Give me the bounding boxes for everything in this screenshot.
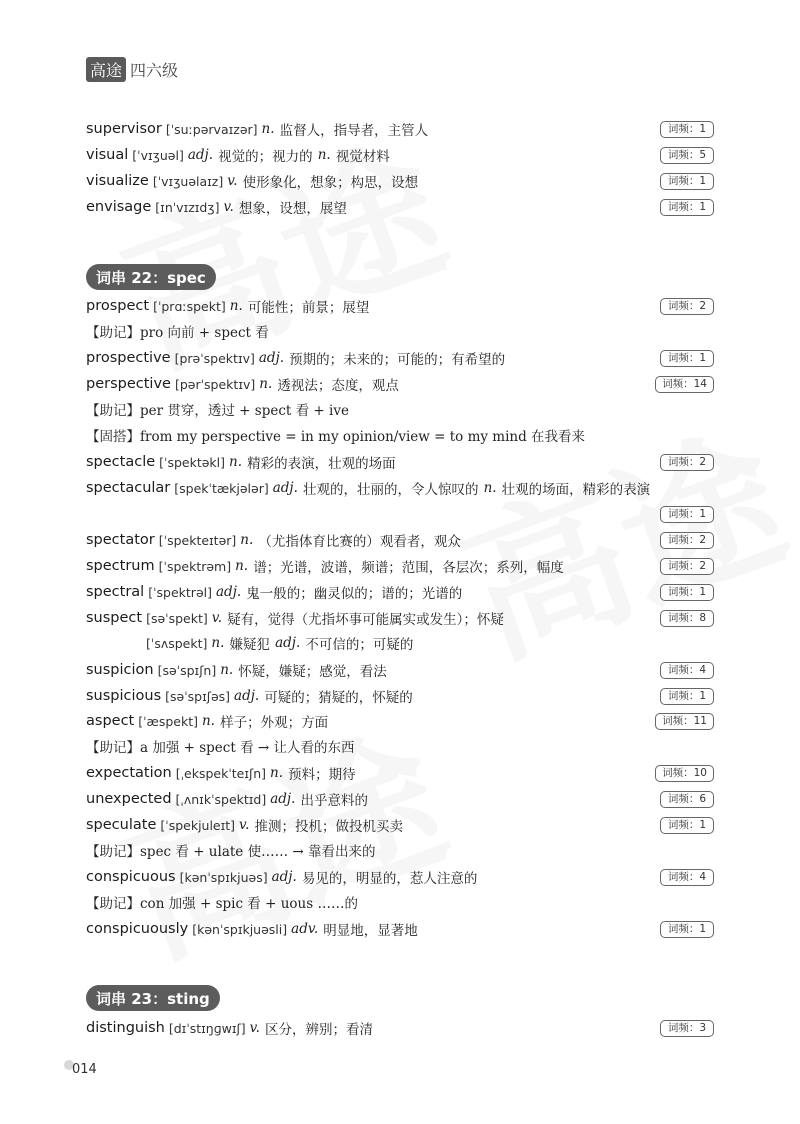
entry-ipa: [ˈsuːpərvaɪzər] xyxy=(165,121,258,137)
frequency-badge: 词频：4 xyxy=(660,869,714,886)
entry-pos: adj. xyxy=(187,147,213,163)
entry-pos: v. xyxy=(227,173,238,189)
entry-pos-2: adj. xyxy=(275,635,301,651)
frequency-badge: 词频：2 xyxy=(660,454,714,471)
entry-word: conspicuous xyxy=(86,869,176,885)
entry-definition: 易见的，明显的，惹人注意的 xyxy=(301,871,478,887)
entry-ipa: [ˈvɪʒuəlaɪz] xyxy=(152,173,224,189)
vocab-entry xyxy=(86,476,714,500)
entry-definition: 监督人，指导者，主管人 xyxy=(279,123,429,139)
entry-pos: adj. xyxy=(258,350,285,366)
entry-ipa: [ˈspekjuleɪt] xyxy=(160,817,236,833)
frequency-badge: 词频：1 xyxy=(660,121,714,138)
frequency-badge: 词频：2 xyxy=(660,298,714,315)
entry-definition-2: 不可信的；可疑的 xyxy=(305,637,414,653)
vocab-entry xyxy=(86,195,714,219)
entry-definition: 怀疑，嫌疑；感觉，看法 xyxy=(238,664,387,680)
entry-definition: 精彩的表演，壮观的场面 xyxy=(247,456,396,472)
entry-ipa: [ˈspekteɪtər] xyxy=(158,532,237,548)
entry-definition: 疑有，觉得（尤指坏事可能属实或发生）；怀疑 xyxy=(227,612,504,628)
mnemonic-note: 【助记】a 加强 + spect 看 → 让人看的东西 xyxy=(86,740,355,756)
entry-definition: 透视法；态度，观点 xyxy=(277,378,399,394)
entry-word: distinguish xyxy=(86,1020,165,1036)
entry-definition: 可能性；前景；展望 xyxy=(247,300,370,316)
entry-ipa: [ˈsʌspekt] xyxy=(146,635,208,651)
entry-pos: n. xyxy=(220,662,234,678)
vocab-entry xyxy=(86,346,714,370)
entry-word: suspect xyxy=(86,610,143,626)
entry-pos: v. xyxy=(239,817,250,833)
entry-definition: 明显地，显著地 xyxy=(323,923,418,939)
entry-ipa: [səˈspɪʃəs] xyxy=(165,688,231,704)
entry-word: spectator xyxy=(86,532,155,548)
frequency-badge: 词频：1 xyxy=(660,584,714,601)
brand-logo: 高途 xyxy=(86,57,126,82)
vocab-entry xyxy=(86,294,714,318)
frequency-badge: 词频：1 xyxy=(660,921,714,938)
entry-word: prospective xyxy=(86,350,171,366)
frequency-badge: 词频：5 xyxy=(660,147,714,164)
vocab-entry xyxy=(86,684,714,708)
frequency-badge: 词频：6 xyxy=(660,791,714,808)
entry-word: suspicion xyxy=(86,662,154,678)
entry-definition: 嫌疑犯 xyxy=(229,637,270,653)
entry-pos: n. xyxy=(235,558,249,574)
entry-word: expectation xyxy=(86,765,172,781)
entry-pos: n. xyxy=(229,454,243,470)
entry-definition: 可疑的；猜疑的，怀疑的 xyxy=(264,690,413,706)
entry-pos: n. xyxy=(259,376,273,392)
entry-ipa: [kənˈspɪkjuəsli] xyxy=(192,921,288,937)
entry-pos: v. xyxy=(211,610,223,626)
vocab-entry xyxy=(86,117,714,141)
entry-definition: 鬼一般的；幽灵似的；谱的；光谱的 xyxy=(246,586,463,602)
frequency-badge: 词频：2 xyxy=(660,558,714,575)
entry-pos-2: n. xyxy=(317,147,331,163)
vocab-entry xyxy=(86,865,714,889)
entry-ipa: [kənˈspɪkjuəs] xyxy=(179,869,268,885)
section-title-22: 词串 22：spec xyxy=(86,264,216,290)
entry-pos: n. xyxy=(201,713,215,729)
brand-header xyxy=(86,57,178,82)
entry-ipa: [ˈvɪʒuəl] xyxy=(132,147,184,163)
mnemonic-note: 【助记】con 加强 + spic 看 + uous ……的 xyxy=(86,896,358,912)
entry-pos: adj. xyxy=(216,584,242,600)
entry-definition: 壮观的，壮丽的，令人惊叹的 xyxy=(302,482,479,498)
entry-definition: 想象，设想，展望 xyxy=(238,201,347,217)
entry-definition: 区分，辨别；看清 xyxy=(265,1022,374,1038)
entry-pos-2: n. xyxy=(483,480,497,496)
brand-subtitle: 四六级 xyxy=(130,61,179,80)
entry-definition: 视觉的；视力的 xyxy=(218,149,313,165)
entry-definition-2: 视觉材料 xyxy=(335,149,390,165)
entry-ipa: [spekˈtækjələr] xyxy=(174,480,269,496)
frequency-badge: 词频：3 xyxy=(660,1020,714,1037)
frequency-badge: 词频：1 xyxy=(660,350,714,367)
frequency-badge: 词频：1 xyxy=(660,506,714,523)
entry-definition: 预期的；未来的；可能的；有希望的 xyxy=(289,352,506,368)
entry-word: spectral xyxy=(86,584,145,600)
entry-pos: adv. xyxy=(291,921,319,937)
entry-ipa: [səˈspɪʃn] xyxy=(157,662,217,678)
entry-word: envisage xyxy=(86,199,152,215)
entry-ipa: [pərˈspektɪv] xyxy=(174,376,256,392)
entry-definition: 使形象化，想象；构思，设想 xyxy=(242,175,419,191)
vocab-entry xyxy=(86,813,714,837)
entry-ipa: [ˈæspekt] xyxy=(138,713,198,729)
entry-pos: n. xyxy=(270,765,283,781)
entry-word: aspect xyxy=(86,713,135,729)
entry-pos: n. xyxy=(240,532,254,548)
entry-pos: adj. xyxy=(272,480,298,496)
entry-ipa: [ˌekspekˈteɪʃn] xyxy=(175,765,266,781)
vocab-entry xyxy=(86,787,714,811)
entry-ipa: [ˈprɑːspekt] xyxy=(153,298,226,314)
entry-word: spectrum xyxy=(86,558,155,574)
vocab-entry xyxy=(86,580,714,604)
entry-ipa: [prəˈspektɪv] xyxy=(174,350,255,366)
entry-definition: 推测；投机；做投机买卖 xyxy=(254,819,403,835)
entry-definition-2: 壮观的场面，精彩的表演 xyxy=(501,482,651,498)
entry-word: unexpected xyxy=(86,791,172,807)
frequency-badge: 词频：1 xyxy=(660,817,714,834)
entry-word: spectacular xyxy=(86,480,171,496)
entry-pos: n. xyxy=(229,298,243,314)
entry-word: visual xyxy=(86,147,129,163)
entry-word: spectacle xyxy=(86,454,156,470)
collocation-note: 【固搭】from my perspective = in my opinion/view = to my mind 在我看来 xyxy=(86,429,586,445)
frequency-badge: 词频：1 xyxy=(660,199,714,216)
entry-pos: adj. xyxy=(271,869,297,885)
frequency-badge: 词频：4 xyxy=(660,662,714,679)
entry-word: supervisor xyxy=(86,121,162,137)
frequency-badge: 词频：1 xyxy=(660,688,714,705)
entry-pos: n. xyxy=(211,635,225,651)
vocab-entry xyxy=(86,917,714,941)
frequency-badge: 词频：8 xyxy=(660,610,714,627)
vocab-entry xyxy=(86,143,714,167)
entry-ipa: [səˈspekt] xyxy=(146,610,208,626)
frequency-badge: 词频：10 xyxy=(655,765,714,782)
page-number: 014 xyxy=(72,1062,97,1077)
entry-pos: n. xyxy=(261,121,275,137)
frequency-badge: 词频：1 xyxy=(660,173,714,190)
entry-ipa: [ˌʌnɪkˈspektɪd] xyxy=(175,791,267,807)
entry-ipa: [ˈspektrəm] xyxy=(158,558,232,574)
entry-ipa: [dɪˈstɪŋɡwɪʃ] xyxy=(168,1020,246,1036)
mnemonic-note: 【助记】per 贯穿，透过 + spect 看 + ive xyxy=(86,403,349,419)
vocab-entry xyxy=(86,450,714,474)
entry-word: perspective xyxy=(86,376,171,392)
entry-pos: v. xyxy=(249,1020,260,1036)
vocab-entry xyxy=(86,1016,714,1040)
vocab-entry xyxy=(86,372,714,396)
vocab-entry xyxy=(86,761,714,785)
vocab-entry xyxy=(86,169,714,193)
entry-pos: adj. xyxy=(270,791,296,807)
vocab-subentry xyxy=(146,631,714,655)
frequency-badge: 词频：14 xyxy=(655,376,714,393)
vocab-entry-badge-row xyxy=(86,502,714,526)
entry-definition: （尤指体育比赛的）观看者，观众 xyxy=(258,534,461,550)
vocab-entry xyxy=(86,709,714,733)
vocab-entry xyxy=(86,658,714,682)
entry-ipa: [ɪnˈvɪzɪdʒ] xyxy=(155,199,220,215)
entry-pos: adj. xyxy=(234,688,260,704)
entry-definition: 谱；光谱，波谱，频谱；范围，各层次；系列，幅度 xyxy=(253,560,564,576)
entry-word: suspicious xyxy=(86,688,162,704)
entry-ipa: [ˈspektəkl] xyxy=(159,454,226,470)
mnemonic-note: 【助记】spec 看 + ulate 使…… → 靠看出来的 xyxy=(86,844,376,860)
entry-ipa: [ˈspektrəl] xyxy=(148,584,212,600)
vocab-entry xyxy=(86,554,714,578)
mnemonic-note: 【助记】pro 向前 + spect 看 xyxy=(86,325,269,341)
entry-word: conspicuously xyxy=(86,921,189,937)
frequency-badge: 词频：11 xyxy=(655,713,714,730)
entry-definition: 出乎意料的 xyxy=(300,793,368,809)
entry-word: speculate xyxy=(86,817,157,833)
frequency-badge: 词频：2 xyxy=(660,532,714,549)
section-title-23: 词串 23：sting xyxy=(86,985,220,1011)
vocab-entry xyxy=(86,528,714,552)
entry-definition: 预料；期待 xyxy=(288,767,356,783)
entry-word: visualize xyxy=(86,173,149,189)
entry-word: prospect xyxy=(86,298,150,314)
entry-pos: v. xyxy=(223,199,234,215)
entry-definition: 样子；外观；方面 xyxy=(220,715,329,731)
vocab-entry xyxy=(86,606,714,630)
